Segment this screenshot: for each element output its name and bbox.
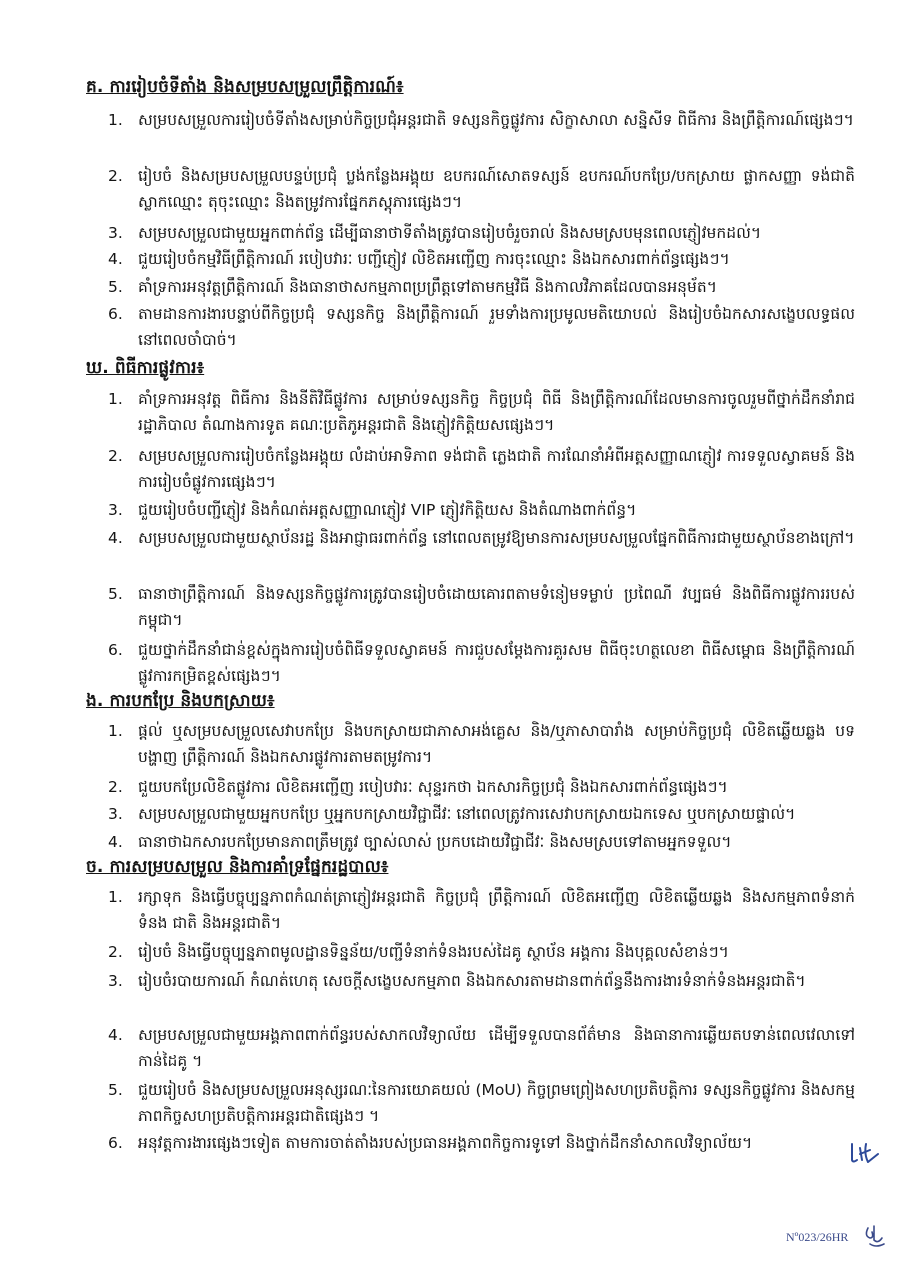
item-number: 4.	[108, 1026, 123, 1044]
item-number: 2.	[108, 167, 123, 185]
item-text: ផ្ដល់ ឬសម្របសម្រួលសេវាបកប្រែ និងបកស្រាយជាភាសាអង់គ្លេស និង/ឬភាសាបារាំង សម្រាប់កិច្ចប្រជុំ លិខិតឆ្លើយឆ្លង បទបង្ហាញ ព្រឹត្តិការណ៍ និងឯកសារផ្លូវការតាមតម្រូវការ។	[138, 722, 855, 766]
item-text: អនុវត្តការងារផ្សេងៗទៀត តាមការចាត់តាំងរបស់ប្រធានអង្គភាពកិច្ចការទូទៅ និងថ្នាក់ដឹកនាំសាកលវិទ្យាល័យ។	[138, 1134, 753, 1152]
item-text: ជួយបកប្រែលិខិតផ្លូវការ លិខិតអញ្ជើញ របៀបវារៈ សុន្ទរកថា ឯកសារកិច្ចប្រជុំ និងឯកសារពាក់ព័ន្ធផ្សេងៗ។	[138, 778, 728, 796]
list-item	[108, 829, 855, 855]
item-text: សម្របសម្រួលជាមួយអ្នកបកប្រែ ឬអ្នកបកស្រាយវិជ្ជាជីវៈ នៅពេលត្រូវការសេវាបកស្រាយឯកទេស ឬបកស្រាយផ្ទាល់។	[138, 805, 796, 823]
section-heading-translation: ង. ការបកប្រែ និងបកស្រាយ៖	[86, 691, 275, 711]
list-item	[108, 774, 855, 800]
list-item	[108, 274, 855, 300]
item-text: ធានាថាឯកសារបកប្រែមានភាពត្រឹមត្រូវ ច្បាស់លាស់ ប្រកបដោយវិជ្ជាជីវៈ និងសមស្របទៅតាមអ្នកទទួល។	[138, 833, 732, 851]
item-text: គាំទ្រការអនុវត្តព្រឹត្តិការណ៍ និងធានាថាសកម្មភាពប្រព្រឹត្តទៅតាមកម្មវិធី និងកាលវិភាគដែលបានអនុម័ត។	[138, 278, 717, 296]
list-item	[108, 301, 855, 353]
item-number: 6.	[108, 1134, 123, 1152]
item-text: ជួយថ្នាក់ដឹកនាំជាន់ខ្ពស់ក្នុងការរៀបចំពិធីទទួលស្វាគមន៍ ការជួបសម្ដែងការគួរសម ពិធីចុះហត្ថលេខា ពិធីសម្ពោធ និងព្រឹត្តិការណ៍ផ្លូវការកម្រិតខ្ពស់ផ្សេងៗ។	[138, 641, 855, 685]
section-heading-protocol: ឃ. ពិធីការផ្លូវការ៖	[86, 358, 205, 378]
item-text: ធានាថាព្រឹត្តិការណ៍ និងទស្សនកិច្ចផ្លូវការត្រូវបានរៀបចំដោយគោរពតាមទំនៀមទម្លាប់ ប្រពៃណី វប្បធម៌ និងពិធីការផ្លូវការរបស់កម្ពុជា។	[138, 585, 855, 629]
item-number: 5.	[108, 278, 123, 296]
item-number: 2.	[108, 943, 123, 961]
item-number: 4.	[108, 250, 123, 268]
item-number: 4.	[108, 833, 123, 851]
list-item	[108, 939, 855, 965]
section-heading-venue: គ. ការរៀបចំទីតាំង និងសម្របសម្រួលព្រឹត្តិការណ៍៖	[86, 77, 404, 97]
list-item	[108, 637, 855, 689]
footer-initials	[862, 1222, 888, 1252]
item-number: 3.	[108, 224, 123, 242]
list-item	[108, 718, 855, 770]
list-item	[108, 107, 855, 133]
item-text: សម្របសម្រួលការរៀបចំកន្លែងអង្គុយ លំដាប់អាទិភាព ទង់ជាតិ ភ្លេងជាតិ ការណែនាំអំពីអត្តសញ្ញាណភ្ញៀវ ការទទួលស្វាគមន៍ និងការរៀបចំផ្លូវការផ្សេងៗ។	[138, 447, 855, 491]
item-number: 5.	[108, 1081, 123, 1099]
item-number: 1.	[108, 390, 123, 408]
item-text: សម្របសម្រួលជាមួយអង្គភាពពាក់ព័ន្ធរបស់សាកលវិទ្យាល័យ ដើម្បីទទួលបានព័ត៌មាន និងធានាការឆ្លើយតបទាន់ពេលវេលាទៅកាន់ដៃគូ ។	[138, 1026, 855, 1070]
item-number: 1.	[108, 888, 123, 906]
item-text: គាំទ្រការអនុវត្ត ពិធីការ និងនីតិវិធីផ្លូវការ សម្រាប់ទស្សនកិច្ច កិច្ចប្រជុំ ពិធី និងព្រឹត្តិការណ៍ដែលមានការចូលរួមពីថ្នាក់ដឹកនាំរាជរដ្ឋាភិបាល តំណាងការទូត គណៈប្រតិភូអន្តរជាតិ និងភ្ញៀវកិត្តិយសផ្សេងៗ។	[138, 390, 855, 434]
list-item	[108, 525, 855, 551]
list-item	[108, 443, 855, 495]
item-text: រៀបចំ និងសម្របសម្រួលបន្ទប់ប្រជុំ ប្លង់កន្លែងអង្គុយ ឧបករណ៍សោតទស្សន៍ ឧបករណ៍បកប្រែ/បកស្រាយ ផ្លាកសញ្ញា ទង់ជាតិ ស្លាកឈ្មោះ តុចុះឈ្មោះ និងតម្រូវការផ្នែកភស្តុភារផ្សេងៗ។	[138, 167, 855, 211]
item-text: រក្សាទុក និងធ្វើបច្ចុប្បន្នភាពកំណត់ត្រាភ្ញៀវអន្តរជាតិ កិច្ចប្រជុំ ព្រឹត្តិការណ៍ លិខិតអញ្ជើញ លិខិតឆ្លើយឆ្លង និងសកម្មភាពទំនាក់ទំនង ជាតិ និងអន្តរជាតិ។	[138, 888, 855, 932]
item-number: 1.	[108, 722, 123, 740]
list-item	[108, 581, 855, 633]
list-item	[108, 497, 855, 523]
list-item	[108, 1077, 855, 1129]
item-text: ជួយរៀបចំបញ្ជីភ្ញៀវ និងកំណត់អត្តសញ្ញាណភ្ញៀវ VIP ភ្ញៀវកិត្តិយស និងតំណាងពាក់ព័ន្ធ។	[138, 501, 637, 519]
document-code: Nº023/26HR	[786, 1230, 849, 1244]
list-item	[108, 220, 855, 246]
handwritten-initials	[848, 1140, 882, 1166]
item-number: 2.	[108, 447, 123, 465]
list-item	[108, 386, 855, 438]
item-text: ជួយរៀបចំ និងសម្របសម្រួលអនុស្សរណៈនៃការយោគយល់ (MoU) កិច្ចព្រមព្រៀងសហប្រតិបត្តិការ ទស្សនកិច្ចផ្លូវការ និងសកម្មភាពកិច្ចសហប្រតិបត្តិការអន្តរជាតិផ្សេងៗ ។	[138, 1081, 855, 1125]
list-item	[108, 1022, 855, 1074]
list-item	[108, 246, 855, 272]
item-number: 4.	[108, 529, 123, 547]
item-number: 1.	[108, 111, 123, 129]
section-heading-administration: ច. ការសម្របសម្រួល និងការគាំទ្រផ្នែករដ្ឋបាល៖	[86, 857, 389, 877]
list-item	[108, 801, 855, 827]
list-item	[108, 163, 855, 215]
item-text: សម្របសម្រួលជាមួយស្ថាប័នរដ្ឋ និងអាជ្ញាធរពាក់ព័ន្ធ នៅពេលតម្រូវឱ្យមានការសម្របសម្រួលផ្នែកពិធីការជាមួយស្ថាប័នខាងក្រៅ។	[138, 529, 855, 547]
list-item	[108, 1130, 855, 1156]
item-text: សម្របសម្រួលជាមួយអ្នកពាក់ព័ន្ធ ដើម្បីធានាថាទីតាំងត្រូវបានរៀបចំរួចរាល់ និងសមស្របមុនពេលភ្ញៀវមកដល់។	[138, 224, 762, 242]
item-text: សម្របសម្រួលការរៀបចំទីតាំងសម្រាប់កិច្ចប្រជុំអន្តរជាតិ ទស្សនកិច្ចផ្លូវការ សិក្ខាសាលា សន្និសីទ ពិធីការ និងព្រឹត្តិការណ៍ផ្សេងៗ។	[138, 111, 854, 129]
item-number: 6.	[108, 305, 123, 323]
item-number: 3.	[108, 805, 123, 823]
list-item	[108, 884, 855, 936]
item-number: 3.	[108, 501, 123, 519]
item-text: រៀបចំរបាយការណ៍ កំណត់ហេតុ សេចក្ដីសង្ខេបសកម្មភាព និងឯកសារតាមដានពាក់ព័ន្ធនឹងការងារទំនាក់ទំនងអន្តរជាតិ។	[138, 972, 806, 990]
list-item	[108, 968, 855, 994]
item-text: ជួយរៀបចំកម្មវិធីព្រឹត្តិការណ៍ របៀបវារៈ បញ្ជីភ្ញៀវ លិខិតអញ្ជើញ ការចុះឈ្មោះ និងឯកសារពាក់ព័ន្ធផ្សេងៗ។	[138, 250, 730, 268]
item-text: តាមដានការងារបន្ទាប់ពីកិច្ចប្រជុំ ទស្សនកិច្ច និងព្រឹត្តិការណ៍ រួមទាំងការប្រមូលមតិយោបល់ និងរៀបចំឯកសារសង្ខេបលទ្ធផលនៅពេលចាំបាច់។	[138, 305, 855, 349]
item-number: 5.	[108, 585, 123, 603]
item-number: 6.	[108, 641, 123, 659]
item-text: រៀបចំ និងធ្វើបច្ចុប្បន្នភាពមូលដ្ឋានទិន្នន័យ/បញ្ជីទំនាក់ទំនងរបស់ដៃគូ ស្ថាប័ន អង្គការ និងបុគ្គលសំខាន់ៗ។	[138, 943, 729, 961]
item-number: 2.	[108, 778, 123, 796]
item-number: 3.	[108, 972, 123, 990]
